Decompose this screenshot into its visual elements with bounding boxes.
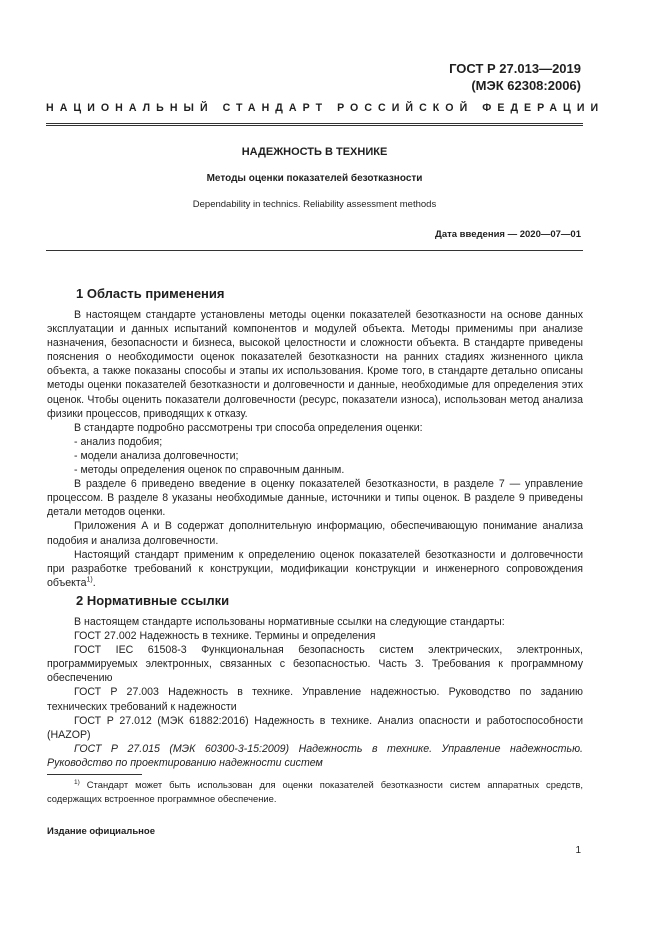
reference-item: ГОСТ Р 27.012 (МЭК 61882:2016) Надежность в технике. Анализ опасности и работоспособности (HAZOP) bbox=[47, 714, 583, 741]
footnote-reference: 1) bbox=[86, 576, 93, 584]
list-item: - анализ подобия; bbox=[74, 435, 163, 448]
paragraph: В стандарте подробно рассмотрены три способа определения оценки: bbox=[74, 421, 423, 434]
header-divider-bottom bbox=[46, 125, 583, 126]
iec-reference: (МЭК 62308:2006) bbox=[471, 78, 581, 93]
section-1-body bbox=[47, 308, 583, 590]
header-divider-top bbox=[46, 123, 583, 124]
footnote bbox=[47, 778, 583, 805]
paragraph: В разделе 6 приведено введение в оценку показателей безотказности, в разделе 7 — управление процессом. В разделе 8 указаны необходимые данные, источники и типы оценок. В разделе 9 приведены детали методов оценки. bbox=[47, 478, 583, 519]
reference-item: ГОСТ Р 27.003 Надежность в технике. Управление надежностью. Руководство по заданию технических требований к надежности bbox=[47, 686, 583, 713]
footnote-mark: 1) bbox=[74, 778, 80, 786]
standard-number: ГОСТ Р 27.013—2019 bbox=[449, 61, 581, 76]
official-edition-label: Издание официальное bbox=[47, 826, 155, 837]
national-standard-banner: НАЦИОНАЛЬНЫЙ СТАНДАРТ РОССИЙСКОЙ ФЕДЕРАЦИИ bbox=[46, 102, 605, 114]
paragraph bbox=[47, 548, 583, 590]
document-title: НАДЕЖНОСТЬ В ТЕХНИКЕ bbox=[241, 146, 388, 158]
paragraph-end: . bbox=[92, 576, 96, 589]
paragraph: В настоящем стандарте установлены методы оценки показателей безотказности на основе данных эксплуатации и данных испытаний компонентов и модулей объекта. Методы применимы при анализе назначения, безопасности и бизнеса, высокой целостности и сложности объекта. В стандарте приведены пояснения о необходимости оценок показателей безотказности на ранних стадиях жизненного цикла объекта, а также показаны способы и этапы их использования. Кроме того, в стандарте детально описаны методы оценки показателей безотказности и долговечности и данные, необходимые для определения этих оценок. Чтобы оценить показатели долговечности (ресурс, показатели износа), использован метод анализа физики процессов, приводящих к отказу. bbox=[47, 309, 583, 420]
page-number: 1 bbox=[575, 845, 581, 856]
reference-item: ГОСТ Р 27.015 (МЭК 60300-3-15:2009) Надежность в технике. Управление надежностью. Руководство по проектированию надежности систем bbox=[47, 742, 583, 769]
list-item: - модели анализа долговечности; bbox=[74, 449, 239, 462]
section-1-heading: 1 Область применения bbox=[76, 286, 225, 301]
section-2-body bbox=[47, 615, 583, 770]
footnote-divider bbox=[47, 774, 142, 775]
section-2-heading: 2 Нормативные ссылки bbox=[76, 593, 230, 608]
paragraph-text: Настоящий стандарт применим к определению оценок показателей безотказности и долговечности при разработке требований к конструкции, модификации конструкции и инженерного сопровождения объекта bbox=[47, 548, 583, 589]
english-title: Dependability in technics. Reliability assessment methods bbox=[192, 199, 437, 210]
list-item: - методы определения оценок по справочным данным. bbox=[74, 464, 345, 477]
introduction-date: Дата введения — 2020—07—01 bbox=[435, 229, 581, 240]
reference-item: ГОСТ IEC 61508-3 Функциональная безопасность систем электрических, электронных, программируемых электронных, связанных с безопасностью. Часть 3. Требования к программному обеспечению bbox=[47, 644, 583, 685]
date-divider bbox=[46, 250, 583, 251]
document-subtitle: Методы оценки показателей безотказности bbox=[206, 173, 423, 184]
paragraph: В настоящем стандарте использованы нормативные ссылки на следующие стандарты: bbox=[74, 616, 505, 628]
reference-item: ГОСТ 27.002 Надежность в технике. Термины и определения bbox=[74, 630, 376, 643]
footnote-text: Стандарт может быть использован для оценки показателей безотказности систем аппаратных средств, содержащих встроенное программное обеспечение. bbox=[47, 779, 583, 804]
paragraph: Приложения А и В содержат дополнительную информацию, обеспечивающую понимание анализа подобия и анализа долговечности. bbox=[47, 520, 583, 547]
